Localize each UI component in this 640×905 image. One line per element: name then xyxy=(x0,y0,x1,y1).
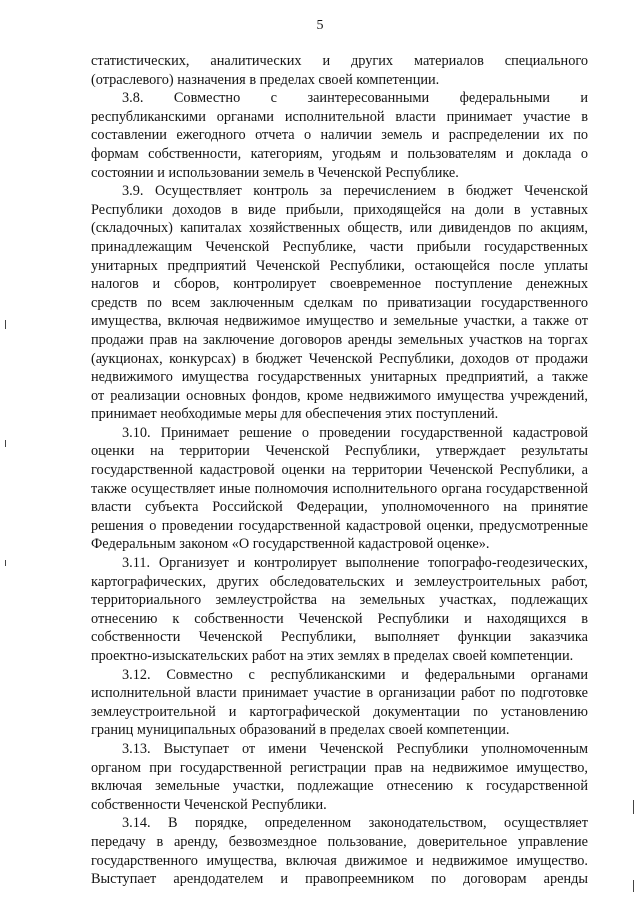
text-line: продажи прав на заключение договоров аренды земельных участков на торгах xyxy=(91,331,588,348)
text-line: собственности Чеченской Республики, выполняет функции заказчика xyxy=(91,629,588,646)
paragraph xyxy=(91,554,588,666)
text-line: 3.12. Совместно с республиканскими и федеральными органами xyxy=(122,666,588,683)
text-line: средств по всем заключенным сделкам по приватизации государственного xyxy=(91,294,588,311)
text-line: картографических, других обследовательских и землеустроительных работ, xyxy=(91,573,588,590)
text-line: власти субъекта Российской Федерации, уполномоченного на принятие xyxy=(91,499,588,516)
text-line: 3.11. Организует и контролирует выполнение топографо-геодезических, xyxy=(122,555,588,572)
paragraph xyxy=(91,52,588,89)
text-line: принимает необходимые меры для обеспечения этих поступлений. xyxy=(91,406,499,423)
text-line: налогов и сборов, контролирует своевременное поступление денежных xyxy=(91,276,588,293)
text-line: территориального землеустройства на земельных участках, подлежащих xyxy=(91,592,588,609)
text-line: Республики доходов в виде прибыли, приходящейся на доли в уставных xyxy=(91,201,588,218)
text-line: статистических, аналитических и других материалов специального xyxy=(91,53,588,69)
text-line: отнесению к собственности Чеченской Республики и находящихся в xyxy=(91,610,588,627)
text-line: республиканскими органами исполнительной власти принимает участие в xyxy=(91,108,588,125)
page-number: 5 xyxy=(316,18,324,33)
text-line: (складочных) капиталах хозяйственных обществ, или дивидендов по акциям, xyxy=(91,220,588,237)
left-margin-mark xyxy=(5,440,6,447)
text-line: включая земельные участки, подлежащие отнесению к государственной xyxy=(91,778,588,795)
text-line: 3.10. Принимает решение о проведении государственной кадастровой xyxy=(122,424,588,441)
paragraph xyxy=(91,740,588,814)
text-line: принадлежащим Чеченской Республике, части прибыли государственных xyxy=(91,238,588,255)
text-line: (аукционах, конкурсах) в бюджет Чеченской Республики, доходов от продажи xyxy=(91,350,588,367)
right-margin-mark xyxy=(633,800,634,814)
text-line: (отраслевого) назначения в пределах своей компетенции. xyxy=(91,71,440,88)
text-line: составлении ежегодного отчета о наличии земель и распределении их по xyxy=(91,127,588,144)
text-line: оценки на территории Чеченской Республики, утверждает результаты xyxy=(91,443,588,460)
text-line: передачу в аренду, безвозмездное пользование, доверительное управление xyxy=(91,833,588,850)
paragraph xyxy=(91,89,588,182)
text-line: границ муниципальных образований в пределах своей компетенции. xyxy=(91,722,510,739)
text-line: проектно-изыскательских работ на этих землях в пределах своей компетенции. xyxy=(91,648,574,664)
text-line: 3.14. В порядке, определенном законодательством, осуществляет xyxy=(122,815,588,832)
text-line: органом при государственной регистрации прав на недвижимое имущество, xyxy=(91,759,588,776)
paragraph xyxy=(91,666,588,740)
text-line: собственности Чеченской Республики. xyxy=(91,796,327,813)
document-body xyxy=(91,52,588,889)
right-margin-mark xyxy=(633,880,634,892)
text-line: состоянии и использовании земель в Чеченской Республике. xyxy=(91,164,459,181)
text-line: 3.8. Совместно с заинтересованными федеральными и xyxy=(122,90,588,107)
text-line: недвижимого имущества государственных унитарных предприятий, а также xyxy=(91,369,588,386)
text-line: унитарных предприятий Чеченской Республики, остающейся после уплаты xyxy=(91,257,588,274)
text-line: Выступает арендодателем и правопреемником по договорам аренды xyxy=(91,871,588,888)
text-line: от реализации основных фондов, кроме недвижимого имущества учреждений, xyxy=(91,387,588,404)
text-line: исполнительной власти принимает участие в организации работ по подготовке xyxy=(91,685,588,702)
text-line: имущества, включая недвижимое имущество и земельные участки, а также от xyxy=(91,313,588,330)
text-line: решения о проведении государственной кадастровой оценки, предусмотренные xyxy=(91,517,588,534)
text-line: формам собственности, категориям, угодьям и пользователям и доклада о xyxy=(91,145,588,162)
text-line: государственного имущества, включая движимое и недвижимое имущество. xyxy=(91,852,588,869)
text-line: землеустроительной и картографической документации по установлению xyxy=(91,703,588,720)
text-line: 3.9. Осуществляет контроль за перечислением в бюджет Чеченской xyxy=(122,183,588,200)
text-line: также осуществляет иные полномочия исполнительного органа государственной xyxy=(91,480,588,497)
text-line: Федеральным законом «О государственной кадастровой оценке». xyxy=(91,536,490,553)
paragraph xyxy=(91,424,588,554)
text-line: 3.13. Выступает от имени Чеченской Республики уполномоченным xyxy=(122,740,588,757)
left-margin-mark xyxy=(5,320,6,329)
text-line: государственной кадастровой оценки на территории Чеченской Республики, а xyxy=(91,462,588,479)
paragraph xyxy=(91,182,588,424)
left-margin-mark xyxy=(5,560,6,566)
paragraph xyxy=(91,814,588,888)
